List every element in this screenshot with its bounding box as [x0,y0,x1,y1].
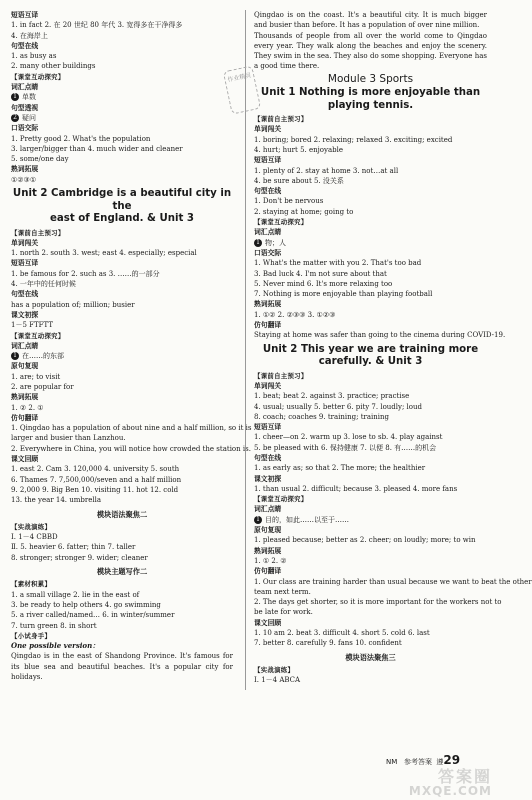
answer-line: 1. in fact 2. 在 20 世纪 80 年代 3. 宽得多在干净得多 [11,21,183,30]
subheading: 课文初探 [11,310,39,319]
subheading: 单词闯关 [254,125,282,134]
section-label: 【素材积累】 [11,580,52,589]
answer-line: 1. pleased because; better as 2. cheer; on loudly; more; to win [254,536,476,545]
answer-line: 1. as busy as [11,52,57,61]
footer-label: 参考答案 [403,758,432,766]
answer-line: 2. many other buildings [11,62,96,71]
page-footer [386,753,460,767]
answer-line: 1. Our class are training harder than usual because we want to beat the other [254,577,532,586]
answer-line: 8. coach; coaches 9. training; training [254,412,390,421]
answer-line: 5. some/one day [11,155,69,164]
module-heading: Module 3 Sports [327,72,414,85]
answer-line: 2. are popular for [11,383,74,391]
subheading: 原句复现 [11,362,39,371]
subheading: 单词闯关 [254,381,282,390]
section-label: 【课堂互动探究】 [11,72,65,81]
unit-heading [254,87,487,112]
numbered-item-text: 在……的东部 [22,352,64,361]
number-badge: 1 [11,93,19,101]
answer-line: 1. ② 2. ① [11,403,44,412]
answer-line: ①②③① [11,175,37,184]
answer-line: 7. turn green 8. in short [11,621,97,630]
answer-line: 1. Pretty good 2. What's the population [11,134,151,143]
watermark-line2: MXQE.COM [408,784,492,798]
numbered-item-text: 单数 [22,93,36,102]
subheading: 仿句翻译 [11,413,39,422]
section-label: 【实战演练】 [254,665,295,674]
right-column [254,10,532,686]
answer-line: 2. The days get shorter, so it is more important for the workers not to [254,598,502,607]
answer-line: Ⅱ. 5. heavier 6. fatter; thin 7. taller [11,543,136,552]
subheading: 口语交际 [11,124,39,133]
answer-line: 1. a small village 2. lie in the east of [11,590,140,599]
answer-line: 1. east 2. Cam 3. 120,000 4. university 5. south [11,465,180,474]
subheading: 句型在线 [11,41,39,50]
grammar-heading: 模块语法聚焦二 [96,509,148,519]
answer-line: 7. Nothing is more enjoyable than playing football [254,290,433,299]
subheading: 课文初探 [254,474,282,483]
watermark-line1: 答案圈 [437,767,492,786]
answer-line: 4. usual; usually 5. better 6. pity 7. loudly; loud [254,402,422,411]
answer-line: 13. the year 14. umbrella [11,496,102,505]
numbered-item-text: 疑问 [22,113,36,122]
section-label: 【课堂互动探究】 [11,331,65,340]
answer-line: 5. a river called/named… 6. in winter/summer [11,611,175,620]
section-label: 【小试身手】 [11,631,52,640]
footer-code: NM [386,758,398,766]
unit-heading-line2: east of England. & Unit 3 [49,213,195,225]
answer-line: 1. cheer—on 2. warm up 3. lose to sb. 4. play against [254,433,443,442]
answer-line: has a population of; million; busier [11,300,135,309]
subheading: 单词闯关 [11,238,39,247]
answer-line: 1. Qingdao has a population of about nine and a half million, so it is [11,424,252,433]
grammar-heading: 模块语法聚焦三 [345,652,396,662]
subheading: 句型透视 [11,103,39,112]
page-number: 29 [443,753,461,767]
paragraph: Qingdao is in the east of Shandong Province. It's famous for its blue sea and beautiful beaches. It's a popular city for holidays. [11,652,233,682]
section-label: 【课前自主预习】 [254,371,308,380]
subheading: 口语交际 [254,248,282,257]
numbered-item [254,238,487,248]
numbered-item-text: 目的，如此……以至于…… [265,515,349,524]
subheading: 句型在线 [254,453,282,462]
answer-line: larger and busier than Lanzhou. [11,434,126,443]
subheading: 句型在线 [254,187,282,196]
answer-line: 3. be ready to help others 4. go swimming [11,600,161,609]
subheading: 词汇点睛 [254,228,282,237]
watermark [408,767,492,798]
number-badge: 1 [254,516,262,524]
column-divider [245,10,246,690]
subheading: 短语互译 [11,11,39,19]
answer-line: 1. are; to visit [11,372,61,381]
answer-line: 3. larger/bigger than 4. much wider and cleaner [11,144,183,153]
paragraph: Thousands of people from all over the world come to Qingdao every year. They walk along the beaches and enjoy the scenery. They swim in the sea. They also do some shopping. Everyone has a good time there. [254,31,487,71]
subheading: 词汇点睛 [254,505,282,514]
answer-line: 4. 一年中的任何时候 [11,280,76,289]
subheading: 课文回顾 [11,455,39,464]
answer-line: 4. be sure about 5. 没关系 [254,176,344,185]
section-label: 【实战演练】 [11,522,52,531]
answer-line: 5. Never mind 6. It's more relaxing too [254,279,393,288]
subheading: 原句复现 [254,526,282,535]
subheading: 短语互译 [254,156,282,165]
answer-line: Ⅰ. 1－4 CBBD [11,533,58,542]
unit-heading-line2: playing tennis. [327,99,414,111]
answer-line: 1. ① 2. ② [254,556,287,565]
stamp: 作业精灵 [223,65,261,114]
subheading: 短语互译 [11,259,39,268]
section-label: 【课堂互动探究】 [254,495,308,504]
answer-line: 3. Bad luck 4. I'm not sure about that [254,269,387,278]
answer-line: 1. boring; bored 2. relaxing; relaxed 3. exciting; excited [254,135,453,144]
unit-heading-line2: carefully. & Unit 3 [318,356,423,368]
answer-line: 5. be pleased with 6. 保持健康 7. 以便 8. 有……的机会 [254,443,437,452]
answer-line: 1. be famous for 2. such as 3. ……的一部分 [11,269,160,278]
answer-line: 1. than usual 2. difficult; because 3. pleased 4. more fans [254,484,458,493]
answer-line: 1. beat; beat 2. against 3. practice; practise [254,392,410,401]
subheading: 课文回顾 [254,618,282,627]
number-badge: 2 [11,114,19,122]
answer-line: 1. plenty of 2. stay at home 3. not…at all [254,166,399,175]
answer-line: 7. better 8. carefully 9. fans 10. confident [254,639,402,648]
answer-line: 1. Don't be nervous [254,197,324,206]
numbered-item [254,515,487,525]
unit-heading [254,344,487,369]
subheading: 熟词拓展 [11,393,39,402]
answer-line: 1. 10 am 2. beat 3. difficult 4. short 5. cold 6. last [254,629,430,638]
unit-heading [11,188,233,226]
subheading: 熟词拓展 [254,300,282,309]
subheading: 仿句翻译 [254,567,282,576]
subheading: 短语互译 [254,423,282,432]
answer-line: 2. Everywhere in China, you will notice how crowded the station is. [11,444,251,453]
grammar-heading: 模块主题写作二 [96,567,148,577]
subheading: 词汇点睛 [11,83,39,92]
answer-line: 2. staying at home; going to [254,207,354,216]
number-badge: 1 [11,352,19,360]
paragraph: Qingdao is on the coast. It's a beautiful city. It is much bigger and busier than before. It has a population of over nine million. [254,11,487,30]
answer-line: 1. ①② 2. ②③③ 3. ①②③ [254,310,336,319]
section-label: 【课堂互动探究】 [254,218,308,227]
subheading: 词汇点睛 [11,341,39,350]
section-label: 【课前自主预习】 [254,115,308,124]
answer-line: 1. What's the matter with you 2. That's too bad [254,259,422,268]
section-label: 【课前自主预习】 [11,228,65,237]
answer-line: 9. 2,000 9. Big Ben 10. visiting 11. hot 12. cold [11,485,179,494]
answer-line: be late for work. [254,608,313,617]
answer-line: 8. stronger; stronger 9. wider; cleaner [11,553,148,562]
version-label: One possible version： [11,641,100,651]
answer-line: 4. 在海岸上 [11,31,48,40]
answer-line: 1. north 2. south 3. west; east 4. especially; especial [11,249,197,258]
answer-line: team next term. [254,587,311,596]
subheading: 熟词拓展 [11,165,39,174]
answer-line: 4. hurt; hurt 5. enjoyable [254,145,343,154]
answer-line: Staying at home was safer than going to the cinema during COVID-19. [254,331,506,340]
unit-heading-line1: Unit 2 Cambridge is a beautiful city in the [12,188,232,212]
subheading: 熟词拓展 [254,546,282,555]
subheading: 句型在线 [11,290,39,299]
answer-line: 1－5 FTFTT [11,321,53,330]
numbered-item [11,92,233,102]
numbered-item-text: 物；人 [265,238,286,247]
answer-line: 6. Thames 7. 7,500,000/seven and a half million [11,475,182,484]
numbered-item [11,351,233,361]
subheading: 仿句翻译 [254,321,282,330]
footer-prefix: 遵 [436,758,444,766]
unit-heading-line1: Unit 1 Nothing is more enjoyable than [260,87,481,99]
unit-heading-line1: Unit 2 This year we are training more [262,343,479,355]
number-badge: 1 [254,239,262,247]
numbered-item [11,113,233,123]
answer-line: Ⅰ. 1－4 ABCA [254,676,301,685]
answer-line: 1. as early as; so that 2. The more; the healthier [254,464,426,473]
